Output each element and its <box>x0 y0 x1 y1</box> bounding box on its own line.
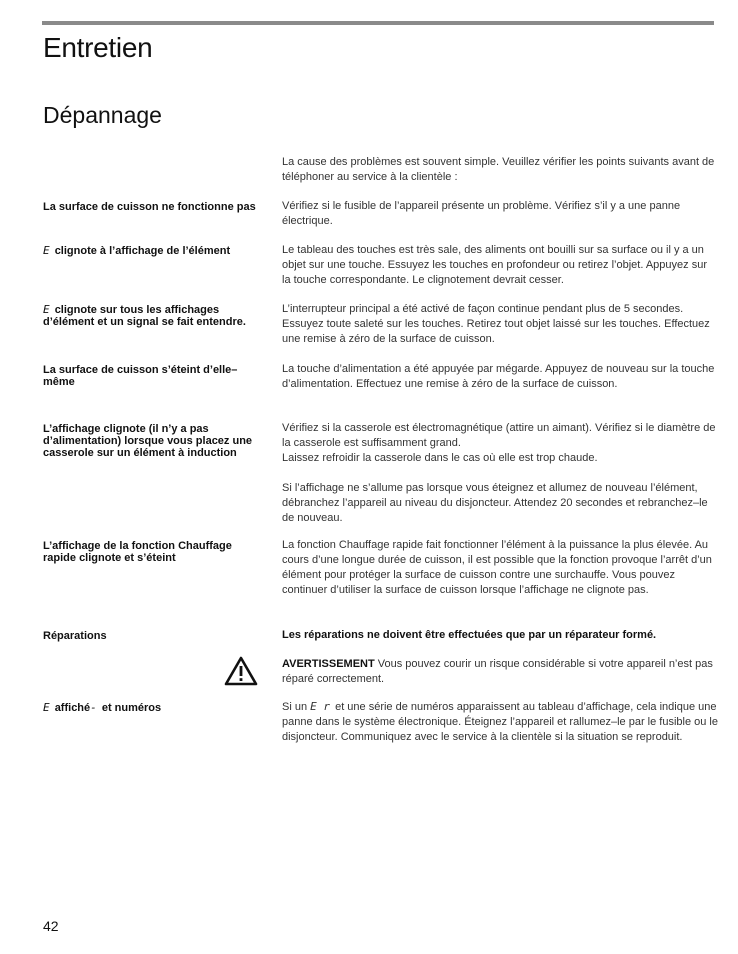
problem-text: affiché <box>54 702 91 714</box>
solution-switches-off: La touche d’alimentation a été appuyée par mégarde. Appuyez de nouveau sur la touche d’alimentation. Effectuez une remise à zéro de la surface de cuisson. <box>282 363 715 390</box>
intro-paragraph: La cause des problèmes est souvent simple. Veuillez vérifier les points suivants avant de téléphoner au service à la clientèle : <box>282 156 715 183</box>
solution-error-numbers <box>282 699 718 745</box>
solution-e-blinks-all: L’interrupteur principal a été activé de façon continue pendant plus de 5 secondes. Essuyez toute saleté sur les touches. Retirez tout objet laissé sur les touches. Effectuez une remise à zéro de la surface de cuisson. <box>282 303 710 345</box>
solution-text-a: Vérifiez si la casserole est électromagnétique (attire un aimant). Vérifiez si le diamètre de la casserole est suffisamment grand. <box>282 422 716 449</box>
solution-prefix: Si un <box>282 701 311 713</box>
problem-repairs: Réparations <box>43 630 107 642</box>
solution-text: et une série de numéros apparaissent au tableau d’affichage, cela indique une panne dans le système électronique. Éteignez l’appareil et rallumez–le par le fusible ou le disjoncteur. Communiquez avec le service à la clientèle si la situation se reproduit. <box>282 701 718 743</box>
section-title: Dépannage <box>43 102 162 128</box>
error-symbol: E <box>43 701 50 714</box>
solution-repairs: Les réparations ne doivent être effectuées que par un réparateur formé. <box>282 629 657 641</box>
error-symbol: E <box>43 303 50 316</box>
problem-rapid-heat: L’affichage de la fonction Chauffage rapide clignote et s’éteint <box>43 540 232 564</box>
solution-display-blinks-pan <box>282 421 718 466</box>
warning-paragraph <box>282 657 718 687</box>
warning-label: AVERTISSEMENT <box>282 658 375 670</box>
problem-no-function: La surface de cuisson ne fonctionne pas <box>43 201 256 213</box>
error-code-symbol: E r <box>310 700 331 713</box>
solution-e-blinks-element: Le tableau des touches est très sale, des aliments ont bouilli sur sa surface ou il y a un objet sur une touche. Essuyez les touches en profondeur ou retirez l’objet. Appuyez sur la touche correspondante. Le clignotement devrait cesser. <box>282 244 707 286</box>
problem-text: clignote à l’affichage de l’élément <box>54 245 231 257</box>
problem-error-numbers <box>43 702 258 714</box>
solution-text-b: Laissez refroidir la casserole dans le cas où elle est trop chaude. <box>282 452 598 464</box>
warning-triangle-icon <box>224 656 258 686</box>
solution-display-blinks-pan-c: Si l’affichage ne s’allume pas lorsque vous éteignez et allumez de nouveau l’élément, débranchez l’appareil au niveau du disjoncteur. Attendez 20 secondes et rebranchez–le de nouveau. <box>282 482 708 524</box>
problem-display-blinks-pan: L’affichage clignote (il n’y a pas d’alimentation) lorsque vous placez une casserole sur un élément à induction <box>43 423 253 459</box>
solution-rapid-heat: La fonction Chauffage rapide fait fonctionner l’élément à la puissance la plus élevée. Au cours d’une longue durée de cuisson, il est possible que la fonction provoque l’arrêt d’un élément pour protéger la surface de cuisson contre une surchauffe. Vous pouvez continuer d’utiliser la surface de cuisson lorsque l’affichage ne clignote pas. <box>282 539 712 596</box>
chapter-title: Entretien <box>43 32 153 63</box>
error-symbol-dash: - <box>90 701 97 714</box>
warning-text: Vous pouvez courir un risque considérable si votre appareil n’est pas réparé correctement. <box>282 658 713 685</box>
problem-text: clignote sur tous les affichages d’élément et un signal se fait entendre. <box>43 304 246 328</box>
header-rule <box>42 21 714 25</box>
problem-e-blinks-all <box>43 304 258 328</box>
error-symbol: E <box>43 244 50 257</box>
page-number: 42 <box>43 918 59 934</box>
solution-no-function: Vérifiez si le fusible de l’appareil présente un problème. Vérifiez s’il y a une panne électrique. <box>282 200 681 227</box>
problem-e-blinks-element <box>43 245 258 257</box>
problem-switches-off: La surface de cuisson s’éteint d’elle–même <box>43 364 238 388</box>
problem-text-b: et numéros <box>98 702 162 714</box>
